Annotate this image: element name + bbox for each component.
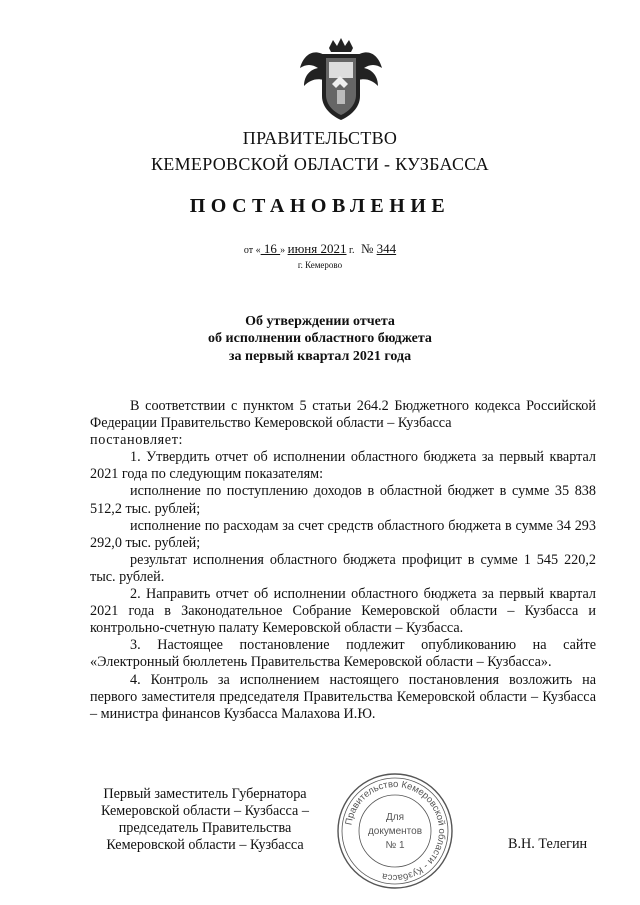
signer-position-line1: Первый заместитель Губернатора (103, 786, 307, 802)
date-day: 16 (260, 241, 281, 256)
document-title-line3: за первый квартал 2021 года (228, 349, 412, 364)
body-paragraph-item2: 2. Направить отчет об исполнении областного бюджета за первый квартал 2021 года в Законодательное Собрание Кемеровской области – Кузбасса и контрольно-счетную палату Кемеровской области – Кузбасса. (90, 586, 596, 637)
body-paragraph-expenses: исполнение по расходам за счет средств областного бюджета в сумме 34 293 292,0 тыс. рублей; (90, 517, 596, 551)
date-prefix: от « (243, 245, 261, 256)
official-stamp (336, 772, 454, 890)
signer-position-line2: Кемеровской области – Кузбасса – (101, 803, 309, 819)
government-title-line1: ПРАВИТЕЛЬСТВО (242, 128, 398, 148)
document-title-line1: Об утверждении отчета (245, 314, 395, 329)
number-label: № (360, 241, 377, 256)
date-mid: » (280, 245, 288, 256)
body-paragraph-item4: 4. Контроль за исполнением настоящего постановления возложить на первого заместителя председателя Правительства Кемеровской области – Кузбасса – министра финансов Кузбасса Малахова И.Ю. (90, 671, 596, 722)
document-title-line2: об исполнении областного бюджета (208, 331, 432, 346)
body-paragraph-item1: 1. Утвердить отчет об исполнении областного бюджета за первый квартал 2021 года по следующим показателям: (90, 449, 596, 483)
body-paragraph-surplus: результат исполнения областного бюджета профицит в сумме 1 545 220,2 тыс. рублей. (90, 551, 596, 585)
document-number: 344 (376, 241, 397, 256)
stamp-center-line2: документов (367, 826, 423, 837)
stamp-center-line1: Для (385, 812, 405, 823)
coat-of-arms-icon (296, 38, 386, 122)
body-paragraph-preamble-end: постановляет: (90, 432, 184, 449)
stamp-center-line3: № 1 (385, 840, 405, 851)
document-body (90, 398, 596, 723)
body-paragraph-income: исполнение по поступлению доходов в областной бюджет в сумме 35 838 512,2 тыс. рублей; (90, 483, 596, 517)
city-label: г. Кемерово (297, 260, 343, 270)
document-type-heading: ПОСТАНОВЛЕНИЕ (189, 195, 451, 217)
date-month-year: июня 2021 (287, 241, 347, 256)
body-paragraph-preamble: В соответствии с пунктом 5 статьи 264.2 Бюджетного кодекса Российской Федерации Правительство Кемеровской области – Кузбасса (90, 398, 596, 432)
signer-name: В.Н. Телегин (508, 836, 588, 852)
date-year-suffix: г. (346, 245, 355, 256)
body-paragraph-item3: 3. Настоящее постановление подлежит опубликованию на сайте «Электронный бюллетень Правительства Кемеровской области – Кузбасса». (90, 637, 596, 671)
government-title-line2: КЕМЕРОВСКОЙ ОБЛАСТИ - КУЗБАССА (151, 154, 489, 174)
signer-position (70, 786, 340, 854)
signer-position-line4: Кемеровской области – Кузбасса (106, 837, 304, 853)
signer-position-line3: председатель Правительства (118, 820, 292, 836)
stamp-ring-text: Правительство Кемеровской области - Кузбасса (343, 778, 448, 884)
date-number-line (0, 241, 640, 257)
